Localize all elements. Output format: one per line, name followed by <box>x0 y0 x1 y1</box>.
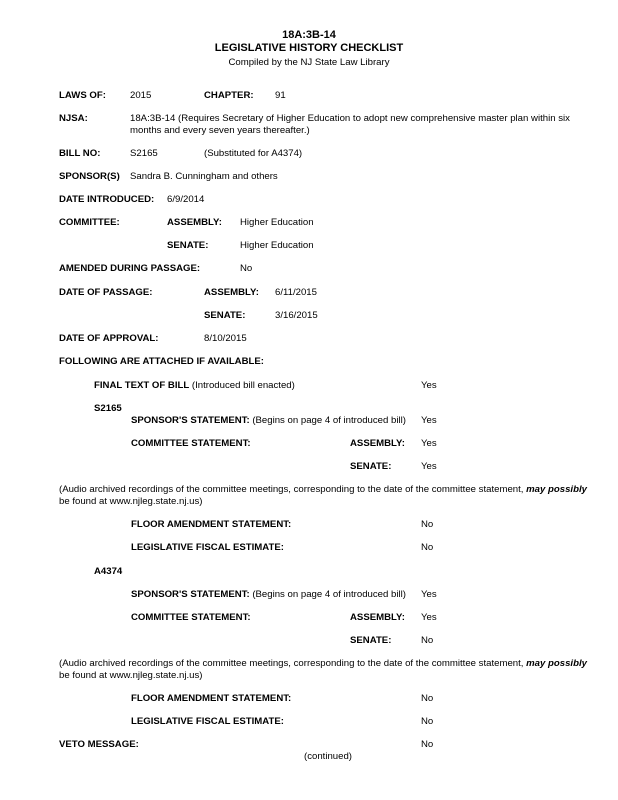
sponsor-value: Sandra B. Cunningham and others <box>130 171 278 182</box>
njsa-line-2: months and every seven years thereafter.) <box>130 125 310 136</box>
committee-senate-label: SENATE: <box>167 240 209 251</box>
s2165-cs-assembly-label: ASSEMBLY: <box>350 438 405 449</box>
committee-label: COMMITTEE: <box>59 217 120 228</box>
veto-message-label: VETO MESSAGE: <box>59 739 139 750</box>
s2165-cs-senate-label: SENATE: <box>350 461 392 472</box>
amended-value: No <box>240 263 253 274</box>
committee-senate-value: Higher Education <box>240 240 314 251</box>
a4374-cs-assembly-value: Yes <box>421 612 437 623</box>
final-text-value: Yes <box>421 380 437 391</box>
s2165-sponsor-statement-label: SPONSOR'S STATEMENT: <box>131 415 250 426</box>
passage-assembly-value: 6/11/2015 <box>275 287 317 298</box>
a4374-floor-value: No <box>421 693 434 704</box>
laws-of-label: LAWS OF: <box>59 90 106 101</box>
s2165-floor-label: FLOOR AMENDMENT STATEMENT: <box>131 519 292 530</box>
laws-of-value: 2015 <box>130 90 152 101</box>
final-text-note: (Introduced bill enacted) <box>191 380 295 391</box>
audio-note-1-line-2: be found at www.njleg.state.nj.us) <box>59 496 203 507</box>
a4374-heading: A4374 <box>94 566 123 577</box>
audio-note-1-text: (Audio archived recordings of the committee meetings, corresponding to the date of the committee statement, <box>59 484 524 495</box>
audio-note-1-line-1 <box>59 484 587 495</box>
a4374-cs-senate-label: SENATE: <box>350 635 392 646</box>
date-introduced-label: DATE INTRODUCED: <box>59 194 155 205</box>
passage-senate-value: 3/16/2015 <box>275 310 318 321</box>
a4374-sponsor-statement-row <box>131 589 406 600</box>
final-text-row <box>94 380 295 391</box>
a4374-sponsor-statement-note: (Begins on page 4 of introduced bill) <box>252 589 406 600</box>
audio-note-2-emphasis: may possibly <box>526 658 587 669</box>
amended-label: AMENDED DURING PASSAGE: <box>59 263 201 274</box>
bill-substituted-note: (Substituted for A4374) <box>204 148 303 159</box>
sponsor-label: SPONSOR(S) <box>59 171 120 182</box>
continued-note: (continued) <box>304 751 352 762</box>
audio-note-2-line-1 <box>59 658 587 669</box>
a4374-sponsor-statement-label: SPONSOR'S STATEMENT: <box>131 589 250 600</box>
a4374-committee-statement-label: COMMITTEE STATEMENT: <box>131 612 251 623</box>
date-of-passage-label: DATE OF PASSAGE: <box>59 287 153 298</box>
following-heading: FOLLOWING ARE ATTACHED IF AVAILABLE: <box>59 356 264 367</box>
s2165-cs-senate-value: Yes <box>421 461 437 472</box>
s2165-sponsor-statement-note: (Begins on page 4 of introduced bill) <box>252 415 406 426</box>
s2165-heading: S2165 <box>94 403 122 414</box>
veto-message-value: No <box>421 739 434 750</box>
date-introduced-value: 6/9/2014 <box>167 194 205 205</box>
audio-note-2-line-2: be found at www.njleg.state.nj.us) <box>59 670 203 681</box>
document-code: 18A:3B-14 <box>282 29 336 41</box>
s2165-floor-value: No <box>421 519 434 530</box>
njsa-line-1: 18A:3B-14 (Requires Secretary of Higher Education to adopt new comprehensive master plan within six <box>130 113 570 124</box>
final-text-label: FINAL TEXT OF BILL <box>94 380 190 391</box>
s2165-cs-assembly-value: Yes <box>421 438 437 449</box>
s2165-committee-statement-label: COMMITTEE STATEMENT: <box>131 438 251 449</box>
a4374-floor-label: FLOOR AMENDMENT STATEMENT: <box>131 693 292 704</box>
passage-assembly-label: ASSEMBLY: <box>204 287 259 298</box>
bill-no-label: BILL NO: <box>59 148 101 159</box>
chapter-value: 91 <box>275 90 286 101</box>
bill-no-value: S2165 <box>130 148 158 159</box>
s2165-sponsor-statement-row <box>131 415 406 426</box>
a4374-fiscal-label: LEGISLATIVE FISCAL ESTIMATE: <box>131 716 284 727</box>
audio-note-1-emphasis: may possibly <box>526 484 587 495</box>
a4374-cs-assembly-label: ASSEMBLY: <box>350 612 405 623</box>
committee-assembly-value: Higher Education <box>240 217 314 228</box>
committee-assembly-label: ASSEMBLY: <box>167 217 222 228</box>
s2165-fiscal-label: LEGISLATIVE FISCAL ESTIMATE: <box>131 542 284 553</box>
passage-senate-label: SENATE: <box>204 310 246 321</box>
a4374-sponsor-statement-value: Yes <box>421 589 437 600</box>
a4374-fiscal-value: No <box>421 716 434 727</box>
njsa-label: NJSA: <box>59 113 88 124</box>
chapter-label: CHAPTER: <box>204 90 254 101</box>
compiled-by: Compiled by the NJ State Law Library <box>228 57 390 68</box>
s2165-fiscal-value: No <box>421 542 434 553</box>
s2165-sponsor-statement-value: Yes <box>421 415 437 426</box>
date-of-approval-label: DATE OF APPROVAL: <box>59 333 159 344</box>
document-title: LEGISLATIVE HISTORY CHECKLIST <box>214 42 404 54</box>
audio-note-2-text: (Audio archived recordings of the committee meetings, corresponding to the date of the committee statement, <box>59 658 524 669</box>
a4374-cs-senate-value: No <box>421 635 434 646</box>
date-of-approval-value: 8/10/2015 <box>204 333 247 344</box>
